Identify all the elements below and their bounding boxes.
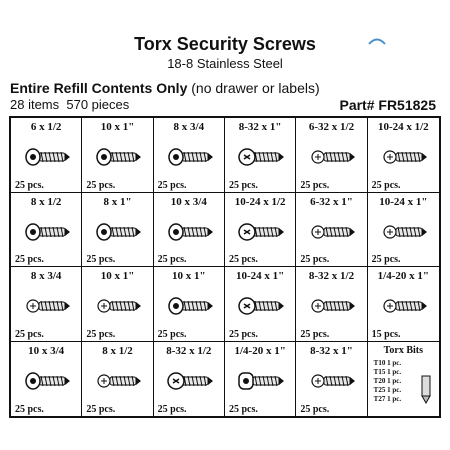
bin-cell: [296, 193, 367, 268]
screw-size: 1/4-20 x 1": [377, 270, 429, 282]
flat-screw-icon: [378, 138, 428, 176]
screw-quantity: 25 pcs.: [371, 179, 401, 191]
screw-size: 8 x 3/4: [30, 270, 62, 282]
screw-size: 8-32 x 1/2: [308, 270, 355, 282]
pan-screw-icon: [92, 213, 142, 251]
screw-size: 8 x 3/4: [173, 121, 205, 133]
machine-screw-icon: [235, 287, 285, 325]
flat-screw-icon: [92, 287, 142, 325]
pan-screw-icon: [164, 287, 214, 325]
screw-quantity: 25 pcs.: [86, 179, 116, 191]
bin-cell: [11, 342, 82, 417]
screw-size: 10-24 x 1": [379, 195, 428, 208]
contents-grid: [9, 116, 441, 418]
bin-cell: [368, 118, 439, 193]
bin-cell: [296, 118, 367, 193]
bin-cell: [154, 342, 225, 417]
bin-cell: [225, 193, 296, 268]
piece-count: 570 pieces: [66, 97, 130, 112]
bin-cell: [82, 193, 153, 268]
machine-screw-icon: [235, 138, 285, 176]
pan-screw-icon: [21, 138, 71, 176]
button-screw-icon: [235, 362, 285, 400]
refill-note: [10, 80, 320, 96]
screw-size: 6-32 x 1": [310, 195, 353, 208]
pan-screw-icon: [164, 213, 214, 251]
screw-size: 10 x 1": [100, 121, 135, 133]
screw-size: 10-24 x 1/2: [377, 121, 429, 133]
flat-screw-icon: [92, 362, 142, 400]
bit-item: T10 1 pc.: [373, 358, 402, 367]
refill-detail: (no drawer or labels): [191, 80, 320, 96]
item-count: 28 items: [10, 97, 60, 112]
screw-quantity: 25 pcs.: [157, 404, 187, 415]
screw-quantity: 25 pcs.: [371, 254, 401, 265]
screw-quantity: 25 pcs.: [86, 254, 116, 265]
screw-size: 6 x 1/2: [30, 121, 62, 133]
screw-quantity: 25 pcs.: [229, 404, 258, 415]
bin-cell-torx-bits: [368, 342, 439, 417]
screw-quantity: 25 pcs.: [229, 328, 258, 340]
screw-size: 10-24 x 1/2: [234, 195, 286, 208]
screw-size: 10-24 x 1": [236, 270, 285, 282]
flat-screw-icon: [306, 138, 356, 176]
bin-cell: [368, 267, 439, 342]
screw-size: 6-32 x 1/2: [308, 121, 355, 133]
screw-size: 10 x 1": [172, 270, 206, 282]
bin-cell: [11, 267, 82, 342]
screw-quantity: 25 pcs.: [157, 328, 187, 340]
screw-size: 8-32 x 1/2: [166, 344, 212, 357]
bin-cell: [82, 342, 153, 417]
bin-cell: [296, 342, 367, 417]
bit-item: T15 1 pc.: [373, 367, 402, 376]
flat-screw-icon: [306, 213, 356, 251]
screw-quantity: 25 pcs.: [15, 404, 44, 415]
bin-cell: [154, 118, 225, 193]
part-number: Part# FR51825: [339, 97, 436, 113]
screw-quantity: 15 pcs.: [371, 328, 401, 340]
bits-title: Torx Bits: [383, 344, 424, 356]
pan-screw-icon: [92, 138, 142, 176]
pan-screw-icon: [21, 213, 71, 251]
bin-cell: [154, 193, 225, 268]
screw-quantity: 25 pcs.: [300, 179, 330, 191]
screw-quantity: 25 pcs.: [157, 179, 187, 191]
bin-cell: [225, 342, 296, 417]
bin-cell: [225, 267, 296, 342]
torx-bit-icon: [419, 374, 433, 404]
screw-quantity: 25 pcs.: [300, 404, 330, 415]
screw-quantity: 25 pcs.: [157, 254, 187, 265]
bin-cell: [154, 267, 225, 342]
flat-screw-icon: [306, 287, 356, 325]
bin-cell: [11, 118, 82, 193]
screw-quantity: 25 pcs.: [300, 254, 330, 265]
screw-quantity: 25 pcs.: [15, 254, 44, 265]
bin-cell: [82, 118, 153, 193]
bin-cell: [296, 267, 367, 342]
screw-size: 10 x 3/4: [170, 195, 207, 208]
refill-bold: Entire Refill Contents Only: [10, 80, 188, 96]
pan-screw-icon: [164, 138, 214, 176]
flat-screw-icon: [306, 362, 356, 400]
pan-screw-icon: [21, 362, 71, 400]
bin-cell: [225, 118, 296, 193]
screw-size: 8-32 x 1": [238, 121, 282, 133]
bin-cell: [368, 193, 439, 268]
screw-quantity: 25 pcs.: [15, 179, 44, 191]
bin-cell: [82, 267, 153, 342]
screw-quantity: 25 pcs.: [229, 179, 258, 191]
counts: [10, 97, 129, 112]
flat-screw-icon: [378, 287, 428, 325]
screw-quantity: 25 pcs.: [86, 404, 116, 415]
screw-quantity: 25 pcs.: [15, 328, 44, 340]
screw-size: 10 x 1": [100, 270, 135, 282]
bit-item: T25 1 pc.: [373, 385, 402, 394]
bit-item: T20 1 pc.: [373, 376, 402, 385]
bits-list: [374, 359, 401, 404]
screw-size: 8 x 1/2: [30, 195, 62, 208]
page-title: Torx Security Screws: [134, 34, 316, 54]
machine-screw-icon: [235, 213, 285, 251]
bit-item: T27 1 pc.: [373, 394, 402, 403]
screw-size: 8-32 x 1": [310, 344, 353, 357]
flat-screw-icon: [378, 213, 428, 251]
screw-quantity: 25 pcs.: [300, 328, 330, 340]
screw-size: 8 x 1/2: [102, 344, 133, 357]
bin-cell: [11, 193, 82, 268]
screw-quantity: 25 pcs.: [86, 328, 116, 340]
screw-size: 1/4-20 x 1": [234, 344, 286, 357]
screw-size: 8 x 1": [103, 195, 132, 208]
page-subtitle: 18-8 Stainless Steel: [167, 56, 283, 71]
screw-size: 10 x 3/4: [28, 344, 65, 357]
flat-screw-icon: [21, 287, 71, 325]
screw-quantity: 25 pcs.: [229, 254, 258, 265]
machine-screw-icon: [164, 362, 214, 400]
